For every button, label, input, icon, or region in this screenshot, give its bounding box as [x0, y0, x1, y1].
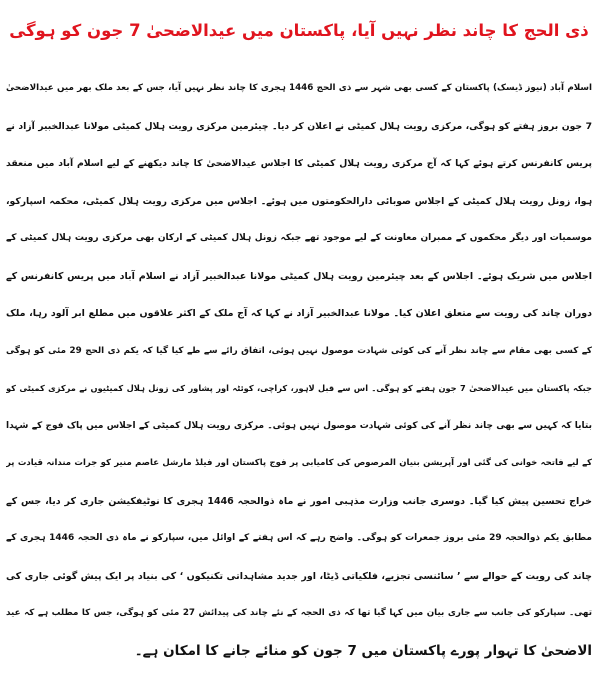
- article-line: ہوا، زونل رویت ہلال کمیٹی کے اجلاس صوبائی دارالحکومتوں میں ہوئے۔ اجلاس میں مرکزی رویت ہلال کمیٹی، محکمہ اسپارکو،: [6, 195, 592, 207]
- article-line: جبکہ پاکستان میں عیدالاضحیٰ 7 جون ہفتے کو ہوگی۔ اس سے قبل لاہور، کراچی، کوئٹہ اور پشاور کی زونل ہلال کمیٹیوں نے مرکزی کمیٹی کو: [6, 383, 592, 393]
- article-line: موسمیات اور دیگر محکموں کے ممبران معاونت کے لیے موجود تھے جبکہ زونل ہلال کمیٹی کے ارکان بھی مرکزی رویت ہلال کمیٹی کے: [6, 233, 592, 243]
- article-body: [6, 70, 592, 670]
- article-line: اجلاس میں شریک ہوئے۔ اجلاس کے بعد چیئرمین رویت ہلال کمیٹی مولانا عبدالخبیر آزاد نے اسلام آباد میں پریس کانفرنس کے: [6, 270, 592, 282]
- article-headline: ذی الحج کا چاند نظر نہیں آیا، پاکستان میں عیدالاضحیٰ 7 جون کو ہوگی: [9, 21, 589, 40]
- article-line: کے کسی بھی مقام سے چاند نظر آنے کی کوئی شہادت موصول نہیں ہوئی، اتفاق رائے سے طے کیا گیا کہ یکم ذی الحج 29 مئی کو ہوگی: [6, 345, 592, 356]
- article-line: دوران چاند کی رویت سے متعلق اعلان کیا۔ مولانا عبدالخبیر آزاد نے کہا کہ آج ملک کے اکثر علاقوں میں مطلع ابر آلود رہا، ملک: [6, 308, 592, 319]
- article-line: تھی۔ سپارکو کی جانب سے جاری بیان میں کہا گیا تھا کہ ذی الحجہ کے نئے چاند کی پیدائش 27 مئی کو ہوگی، جس کا مطلب ہے کہ عید: [6, 608, 592, 618]
- article-line: الاضحیٰ کا تہوار پورے پاکستان میں 7 جون کو منائے جانے کا امکان ہے۔: [134, 642, 592, 659]
- article-line: مطابق یکم ذوالحجہ 29 مئی بروز جمعرات کو ہوگی۔ واضح رہے کہ اس ہفتے کے اوائل میں، سپارکو نے ماہ ذی الحجہ 1446 ہجری کے: [6, 533, 592, 543]
- article-line: بتایا کہ کہیں سے بھی چاند نظر آنے کی کوئی شہادت موصول نہیں ہوئی۔ مرکزی رویت ہلال کمیٹی کے اجلاس میں پاک فوج کے شہدا: [6, 420, 592, 431]
- article-line: چاند کی رویت کے حوالے سے ’ سائنسی تجزیے، فلکیاتی ڈیٹا، اور جدید مشاہداتی تکنیکوں ‘ کی بنیاد پر ایک پیش گوئی جاری کی: [6, 570, 592, 582]
- article-line: اسلام آباد (نیوز ڈیسک) پاکستان کے کسی بھی شہر سے ذی الحج 1446 ہجری کا چاند نظر نہیں آیا، جس کے بعد ملک بھر میں عیدالاضحیٰ: [6, 83, 592, 93]
- article-line: کے لیے فاتحہ خوانی کی گئی اور آپریشن بنیان المرصوص کی کامیابی پر فوج پاکستان اور فیلڈ مارشل عاصم منیر کو جرات مندانہ قیادت پر: [6, 458, 592, 468]
- article-line: پریس کانفرنس کرتے ہوئے کہا کہ آج مرکزی رویت ہلال کمیٹی کا اجلاس عیدالاضحیٰ کا چاند دیکھنے کے لیے اسلام آباد میں منعقد: [6, 158, 592, 169]
- article-line: 7 جون بروز ہفتے کو ہوگی، مرکزی رویت ہلال کمیٹی نے اعلان کر دیا۔ چیئرمین مرکزی رویت ہلال کمیٹی مولانا عبدالخبیر آزاد نے: [6, 120, 592, 132]
- article-line: خراج تحسین پیش کیا گیا۔ دوسری جانب وزارت مذہبی امور نے ماہ ذوالحجہ 1446 ہجری کا نوٹیفکیشن جاری کر دیا، جس کے: [6, 495, 592, 507]
